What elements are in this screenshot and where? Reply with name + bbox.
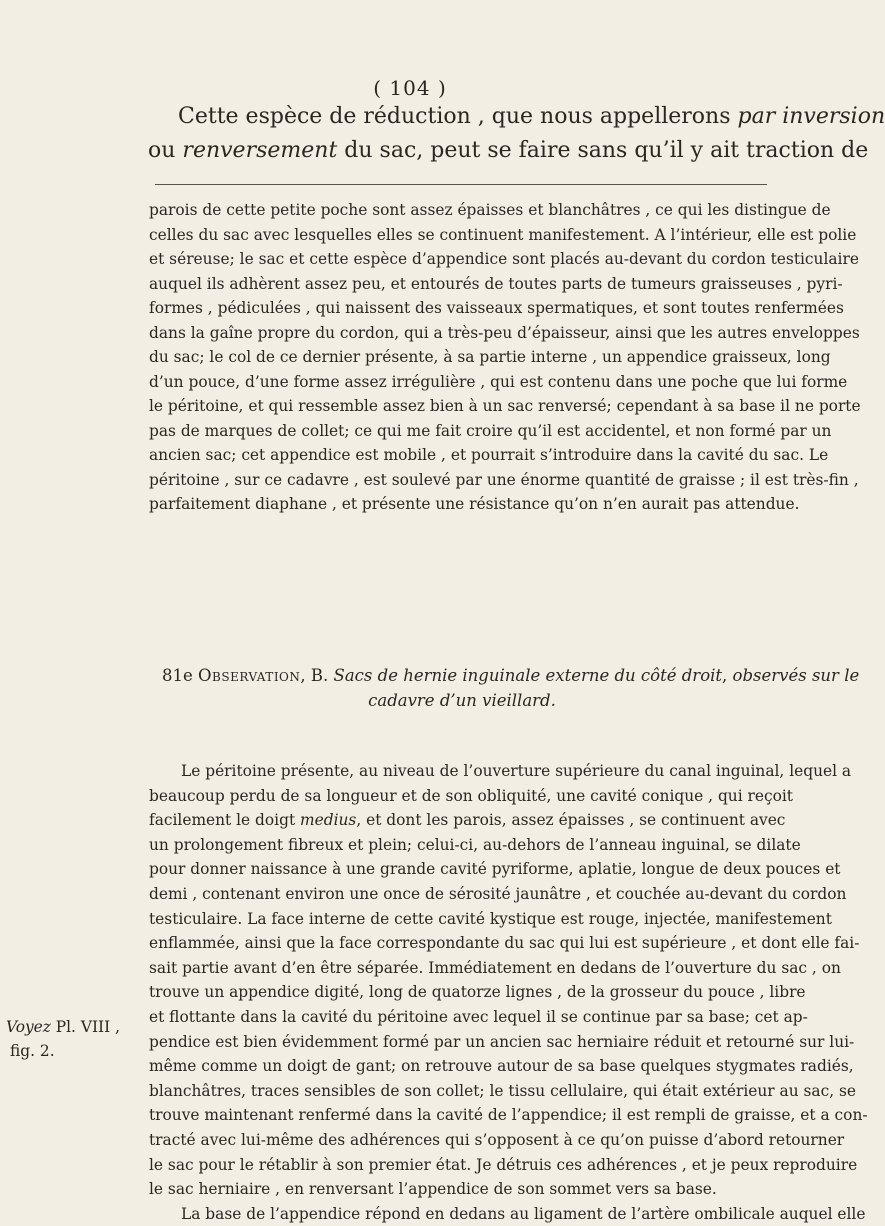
paragraph-line: du sac; le col de ce dernier présente, à sa partie interne , un appendice graisseux, long [149,348,831,366]
text-run: enflammée, ainsi que la face correspondante du sac qui lui est supérieure , et dont elle fai- [149,934,860,953]
paragraph-line [149,1128,845,1153]
text-run: et flottante dans la cavité du péritoine avec lequel il se continue par sa base; cet ap- [149,1007,808,1026]
paragraph-line [149,1054,854,1079]
paragraph-line [149,1079,856,1104]
italic-term: par inversion [737,104,885,129]
observation-letter: B. [310,666,329,685]
text-run: un prolongement fibreux et plein; celui-ci, au-dehors de l’anneau inguinal, se dilate [149,835,801,854]
text-run: blanchâtres, traces sensibles de son collet; le tissu cellulaire, qui était extérieur au sac, se [149,1081,856,1100]
text-run: testiculaire. La face interne de cette cavité kystique est rouge, injectée, manifestement [149,909,832,928]
text-run: même comme un doigt de gant; on retrouve autour de sa base quelques stygmates radiés, [149,1057,854,1076]
paragraph-line: pas de marques de collet; ce qui me fait croire qu’il est accidentel, et non formé par un [149,421,832,440]
paragraph-line [149,784,793,809]
text-run: ou [148,138,183,163]
italic-term: renversement [182,138,338,163]
paragraph-2 [149,759,868,1226]
paragraph-line [149,833,801,858]
text-run: beaucoup perdu de sa longueur et de son obliquité, une cavité conique , qui reçoit [149,786,793,805]
observation-heading-line-1: 81e Observation, B. Sacs de hernie inguinale externe du côté droit, observés sur le [162,666,860,685]
paragraph-line [149,907,832,932]
paragraph-line: auquel ils adhèrent assez peu, et entourés de toutes parts de tumeurs graisseuses , pyri- [149,274,843,293]
observation-label: Observation [198,666,301,685]
paragraph-line: parfaitement diaphane , et présente une résistance qu’on n’en aurait pas attendue. [149,495,800,513]
paragraph-line [149,1177,771,1202]
continued-text-block [148,100,885,168]
margin-note-line-1 [6,1015,120,1039]
paragraph-1 [149,198,861,517]
paragraph-line [149,882,847,907]
title-punctuation: , [722,666,733,685]
page-number: ( 104 ) [373,76,447,100]
text-run: sait partie avant d’en être séparée. Immédiatement en dedans de l’ouverture du sac , on [149,958,841,977]
observation-heading-line-2 [162,688,762,713]
paragraph-line [149,956,841,981]
text-run: Le péritoine présente, au niveau de l’ouverture supérieure du canal inguinal, lequel a [181,762,852,780]
text-run: trouve un appendice digité, long de quatorze lignes , de la grosseur du pouce , libre [149,983,806,1002]
paragraph-line: d’un pouce, d’une forme assez irrégulière , qui est contenu dans une poche que lui forme [149,372,848,391]
observation-title: Sacs de hernie inguinale externe du côté droit [333,666,723,685]
margin-note-line-2: fig. 2. [10,1042,55,1060]
paragraph-line [149,931,860,956]
text-run: Cette espèce de réduction , que nous appellerons [178,104,738,129]
paragraph-line [149,1202,866,1226]
continued-text-line-1 [148,100,885,134]
margin-note-plate-reference [6,1015,120,1063]
paragraph-line [149,1153,858,1178]
paragraph-line [149,980,806,1005]
paragraph-line: et séreuse; le sac et cette espèce d’appendice sont placés au-devant du cordon testiculaire [149,250,859,268]
observation-title-tail: observés sur le [732,666,860,685]
observation-heading [162,663,860,713]
text-run: le sac pour le rétablir à son premier état. Je détruis ces adhérences , et je peux reproduire [149,1155,858,1174]
text-run: La base de l’appendice répond en dedans au ligament de l’artère ombilicale auquel elle [181,1204,866,1223]
paragraph-line [149,1005,808,1030]
paragraph-line [149,759,852,784]
observation-number: 81e [162,666,193,685]
paragraph-line: celles du sac avec lesquelles elles se continuent manifestement. A l’intérieur, elle est polie [149,225,857,244]
observation-title-continued: cadavre d’un vieillard. [368,691,556,710]
paragraph-line: péritoine , sur ce cadavre , est soulevé par une énorme quantité de graisse ; il est très-fin , [149,470,859,489]
paragraph-line: le péritoine, et qui ressemble assez bien à un sac renversé; cependant à sa base il ne porte [149,397,861,415]
paragraph-line: formes , pédiculées , qui naissent des vaisseaux spermatiques, et sont toutes renfermées [149,299,844,317]
text-run: demi , contenant environ une once de sérosité jaunâtre , et couchée au-devant du cordon [149,884,847,903]
paragraph-line: parois de cette petite poche sont assez épaisses et blanchâtres , ce qui les distingue de [149,201,831,219]
paragraph-line [149,857,841,882]
text-run: trouve maintenant renfermé dans la cavité de l’appendice; il est rempli de graisse, et a con- [149,1106,868,1125]
text-run: , et dont les parois, assez épaisses , se continuent avec [356,811,786,830]
text-run: tracté avec lui-même des adhérences qui s’opposent à ce qu’on puisse d’abord retourner [149,1130,845,1149]
paragraph-line [149,808,786,833]
text-run: du sac, peut se faire sans qu’il y ait traction de [337,138,869,163]
paragraph-line [149,1103,868,1128]
text-run: le sac herniaire , en renversant l’appendice de son sommet vers sa base. [149,1180,717,1199]
text-run: pendice est bien évidemment formé par un ancien sac herniaire réduit et retourné sur lui- [149,1032,855,1051]
continued-text-line-2 [148,134,869,168]
paragraph-line: dans la gaîne propre du cordon, qui a très-peu d’épaisseur, ainsi que les autres enveloppes [149,323,860,342]
italic-term: medius [300,811,357,830]
paragraph-line: ancien sac; cet appendice est mobile , et pourrait s’introduire dans la cavité du sac. Le [149,446,829,464]
horizontal-rule [155,184,767,185]
text-run: facilement le doigt [149,811,301,830]
text-run: pour donner naissance à une grande cavité pyriforme, aplatie, longue de deux pouces et [149,860,841,879]
margin-note-plate: Pl. VIII , [50,1018,120,1036]
margin-note-italic: Voyez [6,1018,51,1036]
paragraph-line [149,1030,855,1055]
